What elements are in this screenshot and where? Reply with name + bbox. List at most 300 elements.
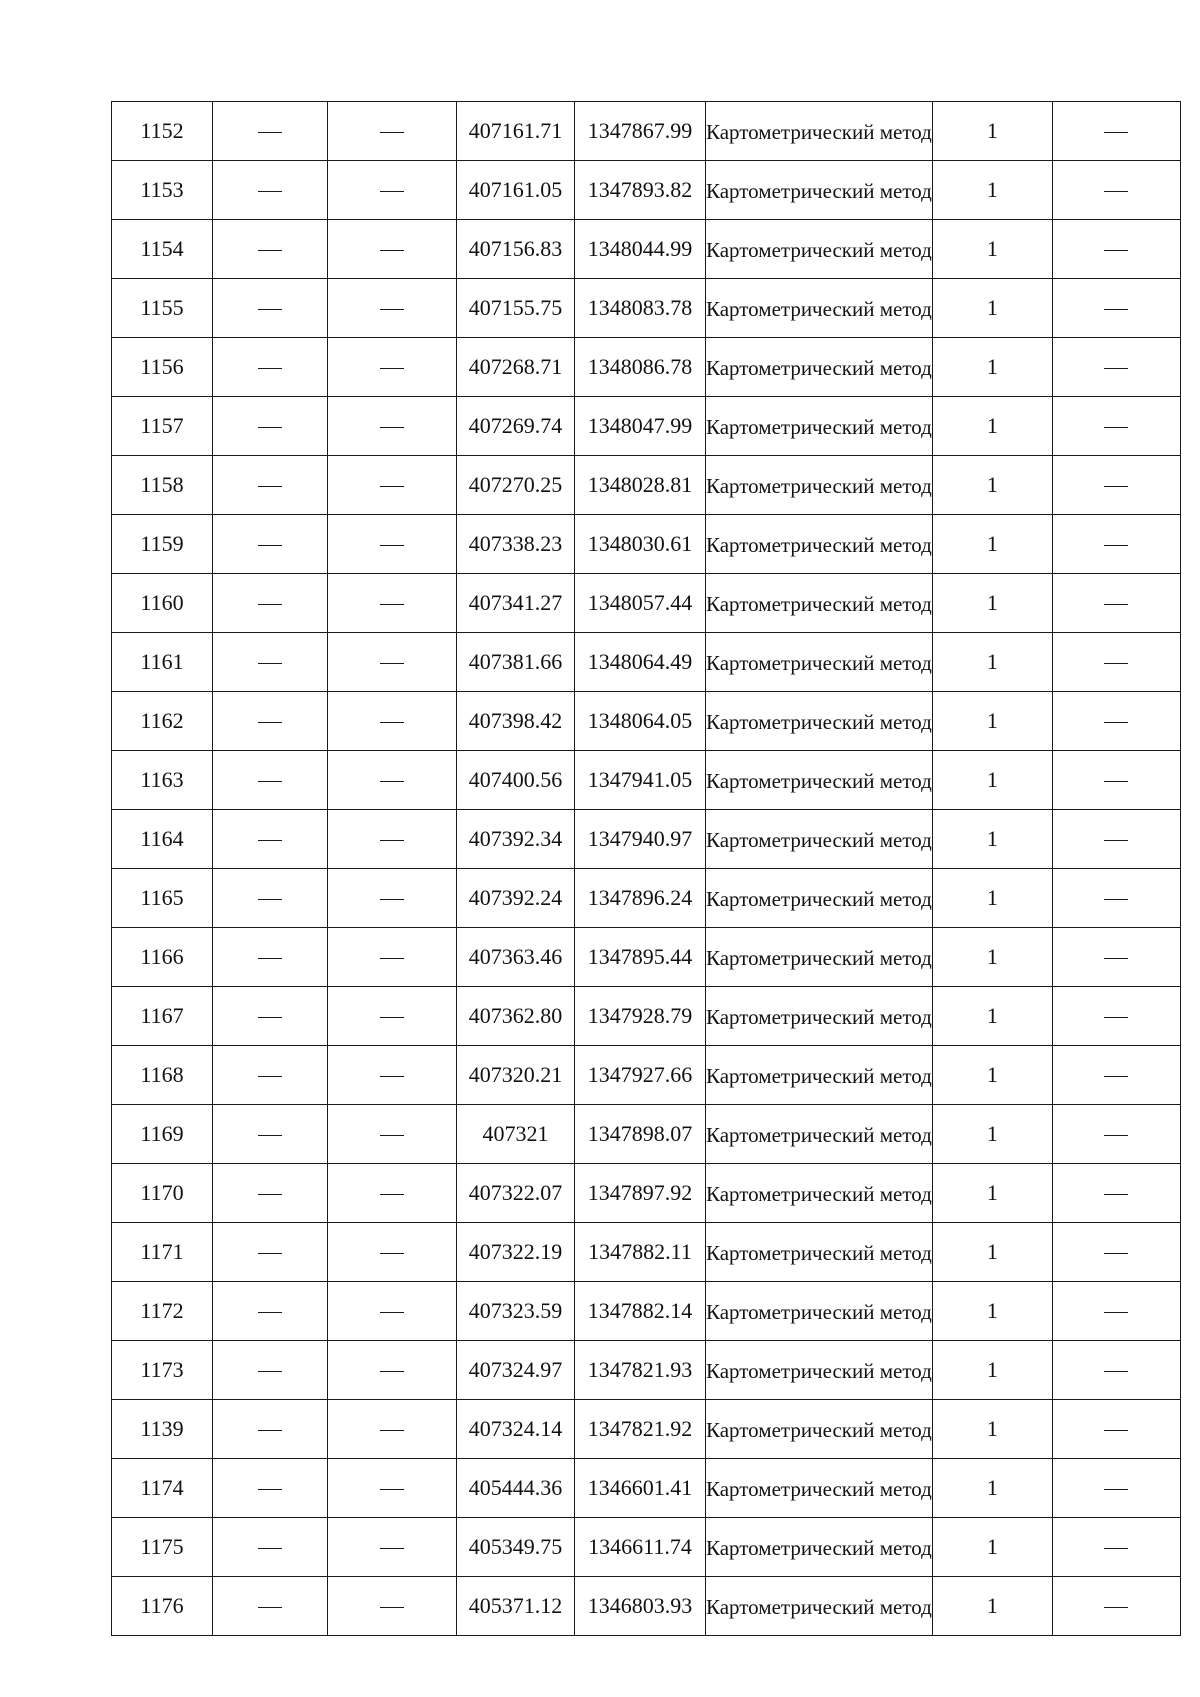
x-coordinate-text: 407338.23 bbox=[468, 531, 563, 556]
x-coordinate-cell bbox=[457, 633, 575, 692]
table-row bbox=[112, 1459, 1181, 1518]
table-row bbox=[112, 751, 1181, 810]
point-number-text: 1163 bbox=[140, 767, 184, 792]
empty-cell bbox=[213, 1282, 328, 1341]
accuracy-cell bbox=[932, 1400, 1052, 1459]
y-coordinate-text: 1348030.61 bbox=[587, 531, 693, 556]
method-cell bbox=[706, 161, 933, 220]
point-number-cell bbox=[112, 456, 213, 515]
accuracy-cell bbox=[932, 869, 1052, 928]
empty-cell bbox=[213, 1341, 328, 1400]
table-body bbox=[112, 102, 1181, 1636]
x-coordinate-cell bbox=[457, 751, 575, 810]
empty-cell bbox=[1052, 1164, 1180, 1223]
accuracy-cell bbox=[932, 1341, 1052, 1400]
y-coordinate-text: 1348047.99 bbox=[587, 413, 693, 438]
empty-cell bbox=[213, 220, 328, 279]
method-text: Картометрический метод bbox=[706, 1299, 932, 1324]
dash-mark bbox=[1104, 840, 1128, 841]
point-number-text: 1161 bbox=[140, 649, 184, 674]
x-coordinate-cell bbox=[457, 220, 575, 279]
y-coordinate-cell bbox=[575, 397, 706, 456]
empty-cell bbox=[1052, 279, 1180, 338]
empty-cell bbox=[328, 810, 457, 869]
dash-mark bbox=[1104, 1312, 1128, 1313]
x-coordinate-cell bbox=[457, 338, 575, 397]
accuracy-cell bbox=[932, 1046, 1052, 1105]
point-number-text: 1167 bbox=[140, 1003, 184, 1028]
y-coordinate-text: 1348057.44 bbox=[587, 590, 693, 615]
empty-cell bbox=[328, 987, 457, 1046]
point-number-text: 1170 bbox=[140, 1180, 184, 1205]
accuracy-text: 1 bbox=[986, 295, 998, 320]
table-row bbox=[112, 397, 1181, 456]
empty-cell bbox=[328, 456, 457, 515]
method-cell bbox=[706, 751, 933, 810]
y-coordinate-text: 1348028.81 bbox=[587, 472, 693, 497]
point-number-text: 1168 bbox=[140, 1062, 184, 1087]
table-row bbox=[112, 161, 1181, 220]
dash-mark bbox=[380, 368, 404, 369]
y-coordinate-cell bbox=[575, 456, 706, 515]
table-row bbox=[112, 692, 1181, 751]
dash-mark bbox=[380, 1135, 404, 1136]
table-row bbox=[112, 1518, 1181, 1577]
accuracy-cell bbox=[932, 1518, 1052, 1577]
method-text: Картометрический метод bbox=[706, 1240, 932, 1265]
dash-mark bbox=[380, 899, 404, 900]
y-coordinate-cell bbox=[575, 1577, 706, 1636]
method-cell bbox=[706, 633, 933, 692]
table-row bbox=[112, 1341, 1181, 1400]
empty-cell bbox=[328, 1459, 457, 1518]
y-coordinate-text: 1347941.05 bbox=[587, 767, 693, 792]
dash-mark bbox=[380, 1253, 404, 1254]
empty-cell bbox=[328, 1518, 457, 1577]
method-text: Картометрический метод bbox=[706, 1417, 932, 1442]
table-row bbox=[112, 456, 1181, 515]
table-row bbox=[112, 338, 1181, 397]
method-cell bbox=[706, 456, 933, 515]
accuracy-cell bbox=[932, 810, 1052, 869]
accuracy-cell bbox=[932, 161, 1052, 220]
point-number-text: 1153 bbox=[140, 177, 184, 202]
x-coordinate-cell bbox=[457, 1400, 575, 1459]
dash-mark bbox=[380, 1312, 404, 1313]
x-coordinate-cell bbox=[457, 928, 575, 987]
method-cell bbox=[706, 220, 933, 279]
dash-mark bbox=[258, 1194, 282, 1195]
y-coordinate-text: 1346601.41 bbox=[587, 1475, 693, 1500]
point-number-text: 1162 bbox=[140, 708, 184, 733]
point-number-text: 1139 bbox=[140, 1416, 184, 1441]
method-text: Картометрический метод bbox=[706, 473, 932, 498]
y-coordinate-text: 1347897.92 bbox=[587, 1180, 693, 1205]
y-coordinate-text: 1347895.44 bbox=[587, 944, 693, 969]
y-coordinate-cell bbox=[575, 1046, 706, 1105]
y-coordinate-cell bbox=[575, 1105, 706, 1164]
method-text: Картометрический метод bbox=[706, 414, 932, 439]
dash-mark bbox=[258, 427, 282, 428]
empty-cell bbox=[1052, 102, 1180, 161]
x-coordinate-text: 407324.97 bbox=[468, 1357, 563, 1382]
dash-mark bbox=[258, 781, 282, 782]
coordinates-table bbox=[111, 101, 1181, 1636]
x-coordinate-text: 407400.56 bbox=[468, 767, 563, 792]
dash-mark bbox=[380, 1017, 404, 1018]
dash-mark bbox=[380, 309, 404, 310]
dash-mark bbox=[258, 604, 282, 605]
point-number-cell bbox=[112, 574, 213, 633]
accuracy-text: 1 bbox=[986, 354, 998, 379]
point-number-cell bbox=[112, 1518, 213, 1577]
accuracy-cell bbox=[932, 1577, 1052, 1636]
dash-mark bbox=[380, 1430, 404, 1431]
x-coordinate-cell bbox=[457, 1577, 575, 1636]
point-number-cell bbox=[112, 633, 213, 692]
empty-cell bbox=[213, 987, 328, 1046]
table-row bbox=[112, 279, 1181, 338]
empty-cell bbox=[213, 928, 328, 987]
table-row bbox=[112, 1046, 1181, 1105]
empty-cell bbox=[328, 1046, 457, 1105]
dash-mark bbox=[380, 250, 404, 251]
accuracy-cell bbox=[932, 1223, 1052, 1282]
accuracy-cell bbox=[932, 515, 1052, 574]
dash-mark bbox=[258, 1489, 282, 1490]
x-coordinate-text: 407161.05 bbox=[468, 177, 563, 202]
accuracy-cell bbox=[932, 338, 1052, 397]
point-number-cell bbox=[112, 102, 213, 161]
point-number-cell bbox=[112, 220, 213, 279]
empty-cell bbox=[328, 1223, 457, 1282]
empty-cell bbox=[213, 397, 328, 456]
accuracy-cell bbox=[932, 397, 1052, 456]
x-coordinate-cell bbox=[457, 1223, 575, 1282]
y-coordinate-text: 1347867.99 bbox=[587, 118, 693, 143]
method-cell bbox=[706, 1046, 933, 1105]
dash-mark bbox=[1104, 132, 1128, 133]
accuracy-text: 1 bbox=[986, 826, 998, 851]
dash-mark bbox=[258, 132, 282, 133]
method-text: Картометрический метод bbox=[706, 532, 932, 557]
x-coordinate-text: 407392.24 bbox=[468, 885, 563, 910]
point-number-text: 1171 bbox=[140, 1239, 184, 1264]
dash-mark bbox=[1104, 1253, 1128, 1254]
dash-mark bbox=[1104, 1489, 1128, 1490]
point-number-text: 1164 bbox=[140, 826, 184, 851]
x-coordinate-cell bbox=[457, 397, 575, 456]
empty-cell bbox=[213, 1400, 328, 1459]
dash-mark bbox=[1104, 1607, 1128, 1608]
dash-mark bbox=[258, 309, 282, 310]
empty-cell bbox=[1052, 928, 1180, 987]
point-number-text: 1154 bbox=[140, 236, 184, 261]
dash-mark bbox=[380, 840, 404, 841]
method-text: Картометрический метод bbox=[706, 237, 932, 262]
y-coordinate-cell bbox=[575, 633, 706, 692]
y-coordinate-cell bbox=[575, 869, 706, 928]
x-coordinate-text: 407341.27 bbox=[468, 590, 563, 615]
x-coordinate-text: 407363.46 bbox=[468, 944, 563, 969]
point-number-cell bbox=[112, 869, 213, 928]
empty-cell bbox=[213, 1164, 328, 1223]
dash-mark bbox=[1104, 368, 1128, 369]
method-text: Картометрический метод bbox=[706, 1535, 932, 1560]
y-coordinate-text: 1347898.07 bbox=[587, 1121, 693, 1146]
accuracy-text: 1 bbox=[986, 1357, 998, 1382]
y-coordinate-cell bbox=[575, 692, 706, 751]
empty-cell bbox=[213, 161, 328, 220]
dash-mark bbox=[1104, 309, 1128, 310]
point-number-text: 1173 bbox=[140, 1357, 184, 1382]
x-coordinate-cell bbox=[457, 1046, 575, 1105]
empty-cell bbox=[328, 1400, 457, 1459]
method-text: Картометрический метод bbox=[706, 768, 932, 793]
method-cell bbox=[706, 1577, 933, 1636]
x-coordinate-cell bbox=[457, 1459, 575, 1518]
x-coordinate-text: 407323.59 bbox=[468, 1298, 563, 1323]
accuracy-cell bbox=[932, 928, 1052, 987]
empty-cell bbox=[213, 1223, 328, 1282]
dash-mark bbox=[380, 191, 404, 192]
dash-mark bbox=[380, 486, 404, 487]
point-number-text: 1165 bbox=[140, 885, 184, 910]
method-cell bbox=[706, 1164, 933, 1223]
dash-mark bbox=[258, 958, 282, 959]
method-text: Картометрический метод bbox=[706, 1122, 932, 1147]
x-coordinate-text: 407269.74 bbox=[468, 413, 563, 438]
point-number-text: 1175 bbox=[140, 1534, 184, 1559]
method-cell bbox=[706, 338, 933, 397]
y-coordinate-text: 1347896.24 bbox=[587, 885, 693, 910]
dash-mark bbox=[258, 1312, 282, 1313]
accuracy-cell bbox=[932, 279, 1052, 338]
dash-mark bbox=[1104, 1017, 1128, 1018]
y-coordinate-text: 1347882.11 bbox=[588, 1239, 692, 1264]
accuracy-cell bbox=[932, 1282, 1052, 1341]
empty-cell bbox=[328, 102, 457, 161]
empty-cell bbox=[328, 279, 457, 338]
y-coordinate-cell bbox=[575, 751, 706, 810]
method-text: Картометрический метод bbox=[706, 1476, 932, 1501]
y-coordinate-text: 1348064.49 bbox=[587, 649, 693, 674]
accuracy-cell bbox=[932, 1164, 1052, 1223]
method-cell bbox=[706, 810, 933, 869]
accuracy-cell bbox=[932, 751, 1052, 810]
method-text: Картометрический метод bbox=[706, 591, 932, 616]
x-coordinate-cell bbox=[457, 810, 575, 869]
y-coordinate-cell bbox=[575, 279, 706, 338]
empty-cell bbox=[1052, 810, 1180, 869]
y-coordinate-text: 1347821.93 bbox=[587, 1357, 693, 1382]
dash-mark bbox=[1104, 604, 1128, 605]
empty-cell bbox=[1052, 751, 1180, 810]
empty-cell bbox=[328, 515, 457, 574]
table-row bbox=[112, 102, 1181, 161]
accuracy-text: 1 bbox=[986, 1298, 998, 1323]
y-coordinate-cell bbox=[575, 102, 706, 161]
table-row bbox=[112, 928, 1181, 987]
empty-cell bbox=[328, 751, 457, 810]
x-coordinate-cell bbox=[457, 1164, 575, 1223]
dash-mark bbox=[1104, 545, 1128, 546]
y-coordinate-cell bbox=[575, 1459, 706, 1518]
y-coordinate-text: 1347927.66 bbox=[587, 1062, 693, 1087]
dash-mark bbox=[380, 132, 404, 133]
y-coordinate-cell bbox=[575, 810, 706, 869]
x-coordinate-cell bbox=[457, 1518, 575, 1577]
accuracy-text: 1 bbox=[986, 1180, 998, 1205]
table-row bbox=[112, 810, 1181, 869]
x-coordinate-cell bbox=[457, 869, 575, 928]
table-row bbox=[112, 220, 1181, 279]
empty-cell bbox=[213, 1046, 328, 1105]
method-cell bbox=[706, 1400, 933, 1459]
y-coordinate-cell bbox=[575, 161, 706, 220]
dash-mark bbox=[1104, 1076, 1128, 1077]
empty-cell bbox=[328, 1282, 457, 1341]
empty-cell bbox=[213, 1459, 328, 1518]
y-coordinate-text: 1348044.99 bbox=[587, 236, 693, 261]
dash-mark bbox=[380, 1548, 404, 1549]
empty-cell bbox=[1052, 456, 1180, 515]
method-text: Картометрический метод bbox=[706, 1358, 932, 1383]
accuracy-text: 1 bbox=[986, 118, 998, 143]
accuracy-text: 1 bbox=[986, 944, 998, 969]
dash-mark bbox=[380, 958, 404, 959]
method-cell bbox=[706, 1459, 933, 1518]
method-text: Картометрический метод bbox=[706, 709, 932, 734]
empty-cell bbox=[213, 1577, 328, 1636]
x-coordinate-text: 405349.75 bbox=[468, 1534, 563, 1559]
method-cell bbox=[706, 987, 933, 1046]
point-number-text: 1169 bbox=[140, 1121, 184, 1146]
point-number-cell bbox=[112, 1105, 213, 1164]
method-cell bbox=[706, 1282, 933, 1341]
accuracy-text: 1 bbox=[986, 1534, 998, 1559]
empty-cell bbox=[1052, 515, 1180, 574]
dash-mark bbox=[380, 1194, 404, 1195]
x-coordinate-text: 407322.07 bbox=[468, 1180, 563, 1205]
accuracy-cell bbox=[932, 1459, 1052, 1518]
dash-mark bbox=[380, 781, 404, 782]
empty-cell bbox=[328, 161, 457, 220]
dash-mark bbox=[258, 840, 282, 841]
dash-mark bbox=[258, 1607, 282, 1608]
point-number-text: 1166 bbox=[140, 944, 184, 969]
point-number-cell bbox=[112, 1223, 213, 1282]
empty-cell bbox=[328, 1341, 457, 1400]
empty-cell bbox=[328, 633, 457, 692]
dash-mark bbox=[1104, 781, 1128, 782]
point-number-text: 1159 bbox=[140, 531, 184, 556]
table-row bbox=[112, 869, 1181, 928]
empty-cell bbox=[213, 456, 328, 515]
point-number-text: 1172 bbox=[140, 1298, 184, 1323]
dash-mark bbox=[380, 1607, 404, 1608]
x-coordinate-text: 407268.71 bbox=[468, 354, 563, 379]
empty-cell bbox=[1052, 1105, 1180, 1164]
y-coordinate-text: 1347893.82 bbox=[587, 177, 693, 202]
empty-cell bbox=[213, 810, 328, 869]
accuracy-text: 1 bbox=[986, 649, 998, 674]
empty-cell bbox=[1052, 397, 1180, 456]
accuracy-text: 1 bbox=[986, 1416, 998, 1441]
method-text: Картометрический метод bbox=[706, 355, 932, 380]
method-text: Картометрический метод bbox=[706, 119, 932, 144]
dash-mark bbox=[258, 1017, 282, 1018]
point-number-text: 1176 bbox=[140, 1593, 184, 1618]
method-cell bbox=[706, 1518, 933, 1577]
point-number-cell bbox=[112, 1282, 213, 1341]
table-row bbox=[112, 633, 1181, 692]
point-number-cell bbox=[112, 1459, 213, 1518]
accuracy-cell bbox=[932, 102, 1052, 161]
y-coordinate-cell bbox=[575, 338, 706, 397]
dash-mark bbox=[258, 899, 282, 900]
empty-cell bbox=[1052, 1459, 1180, 1518]
method-text: Картометрический метод bbox=[706, 945, 932, 970]
x-coordinate-text: 407156.83 bbox=[468, 236, 563, 261]
x-coordinate-text: 407398.42 bbox=[468, 708, 563, 733]
y-coordinate-text: 1346611.74 bbox=[588, 1534, 692, 1559]
accuracy-text: 1 bbox=[986, 590, 998, 615]
method-cell bbox=[706, 869, 933, 928]
y-coordinate-text: 1347928.79 bbox=[587, 1003, 693, 1028]
x-coordinate-cell bbox=[457, 1282, 575, 1341]
x-coordinate-text: 407270.25 bbox=[468, 472, 563, 497]
method-text: Картометрический метод bbox=[706, 178, 932, 203]
accuracy-text: 1 bbox=[986, 1593, 998, 1618]
empty-cell bbox=[328, 1105, 457, 1164]
dash-mark bbox=[1104, 958, 1128, 959]
accuracy-text: 1 bbox=[986, 1121, 998, 1146]
x-coordinate-cell bbox=[457, 1341, 575, 1400]
method-text: Картометрический метод bbox=[706, 1063, 932, 1088]
method-text: Картометрический метод bbox=[706, 296, 932, 321]
method-cell bbox=[706, 515, 933, 574]
table-row bbox=[112, 1223, 1181, 1282]
dash-mark bbox=[258, 191, 282, 192]
dash-mark bbox=[1104, 191, 1128, 192]
point-number-cell bbox=[112, 810, 213, 869]
empty-cell bbox=[1052, 1400, 1180, 1459]
dash-mark bbox=[380, 545, 404, 546]
y-coordinate-cell bbox=[575, 1341, 706, 1400]
accuracy-text: 1 bbox=[986, 1239, 998, 1264]
empty-cell bbox=[328, 220, 457, 279]
method-text: Картометрический метод bbox=[706, 827, 932, 852]
point-number-text: 1155 bbox=[140, 295, 184, 320]
point-number-text: 1156 bbox=[140, 354, 184, 379]
accuracy-text: 1 bbox=[986, 1003, 998, 1028]
point-number-text: 1158 bbox=[140, 472, 184, 497]
dash-mark bbox=[1104, 663, 1128, 664]
empty-cell bbox=[1052, 1518, 1180, 1577]
dash-mark bbox=[258, 486, 282, 487]
y-coordinate-text: 1348083.78 bbox=[587, 295, 693, 320]
x-coordinate-text: 407324.14 bbox=[468, 1416, 563, 1441]
empty-cell bbox=[328, 1577, 457, 1636]
point-number-cell bbox=[112, 161, 213, 220]
x-coordinate-cell bbox=[457, 279, 575, 338]
point-number-cell bbox=[112, 751, 213, 810]
y-coordinate-cell bbox=[575, 220, 706, 279]
point-number-cell bbox=[112, 1577, 213, 1636]
point-number-cell bbox=[112, 338, 213, 397]
x-coordinate-cell bbox=[457, 1105, 575, 1164]
